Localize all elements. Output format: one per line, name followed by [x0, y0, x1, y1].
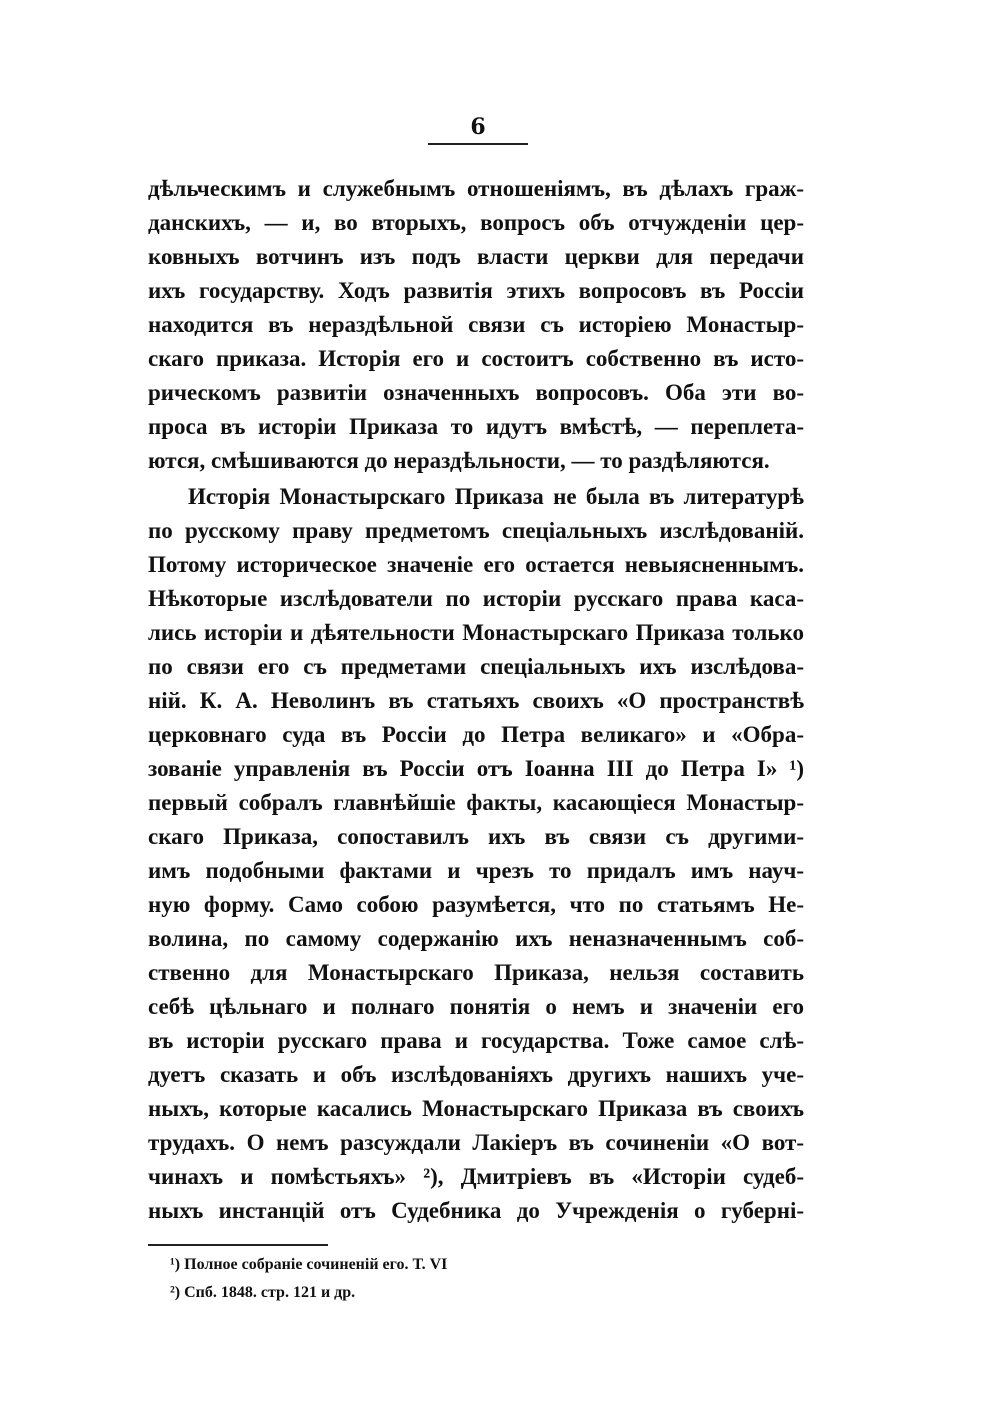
text-line: по русскому праву предметомъ спеціальныхъ изслѣдованій.	[148, 518, 804, 543]
text-line: волина, по самому содержанію ихъ неназначеннымъ соб-	[148, 926, 804, 951]
footnote-rule	[148, 1244, 328, 1246]
page-number-rule	[428, 143, 528, 145]
text-line: имъ подобными фактами и чрезъ то придалъ имъ науч-	[148, 858, 804, 883]
text-line: Исторія Монастырскаго Приказа не была въ литературѣ	[188, 484, 804, 509]
footnote-2: ²) Спб. 1848. стр. 121 и др.	[170, 1284, 356, 1301]
text-line: находится въ нераздѣльной связи съ исторіею Монастыр-	[148, 312, 804, 337]
text-line: проса въ исторіи Приказа то идутъ вмѣстѣ, — переплета-	[148, 414, 804, 439]
text-line: скаго Приказа, сопоставилъ ихъ въ связи съ другими-	[148, 824, 804, 849]
text-line: ихъ государству. Ходъ развитія этихъ вопросовъ въ Россіи	[148, 278, 804, 303]
text-line: скаго приказа. Исторія его и состоитъ собственно въ исто-	[148, 346, 804, 371]
text-line: ковныхъ вотчинъ изъ подъ власти церкви для передачи	[148, 244, 804, 269]
text-line: дуетъ сказать и объ изслѣдованіяхъ другихъ нашихъ уче-	[148, 1062, 804, 1087]
text-line: въ исторіи русскаго права и государства. Тоже самое слѣ-	[148, 1028, 804, 1053]
text-line: себѣ цѣльнаго и полнаго понятія о немъ и значеніи его	[148, 994, 804, 1019]
text-line: трудахъ. О немъ разсуждали Лакіеръ въ сочиненіи «О вот-	[148, 1130, 804, 1155]
text-line: ныхъ, которые касались Монастырскаго Приказа въ своихъ	[148, 1096, 804, 1121]
text-line: данскихъ, — и, во вторыхъ, вопросъ объ отчужденіи цер-	[148, 210, 804, 235]
text-line: ную форму. Само собою разумѣется, что по статьямъ Не-	[148, 892, 804, 917]
text-line: первый собралъ главнѣйшіе факты, касающіеся Монастыр-	[148, 790, 804, 815]
text-line: лись исторіи и дѣятельности Монастырскаго Приказа только	[148, 620, 804, 645]
text-line: зованіе управленія въ Россіи отъ Іоанна III до Петра I» ¹)	[148, 756, 804, 781]
text-line: Потому историческое значеніе его остается невыясненнымъ.	[148, 552, 804, 577]
text-line: ются, смѣшиваются до нераздѣльности, — то раздѣляются.	[148, 448, 770, 473]
text-line: дѣльческимъ и служебнымъ отношеніямъ, въ дѣлахъ граж-	[148, 176, 804, 201]
text-line: по связи его съ предметами спеціальныхъ ихъ изслѣдова-	[148, 654, 804, 679]
text-line: ныхъ инстанцій отъ Судебника до Учрежденія о губерні-	[148, 1198, 804, 1223]
text-line: церковнаго суда въ Россіи до Петра великаго» и «Обра-	[148, 722, 804, 747]
text-line: чинахъ и помѣстьяхъ» ²), Дмитріевъ въ «Исторіи судеб-	[148, 1164, 804, 1189]
footnote-1: ¹) Полное собраніе сочиненій его. Т. VI	[170, 1256, 448, 1273]
text-line: ственно для Монастырскаго Приказа, нельзя составить	[148, 960, 804, 985]
text-line: ній. К. А. Неволинъ въ статьяхъ своихъ «О пространствѣ	[148, 688, 804, 713]
text-line: Нѣкоторые изслѣдователи по исторіи русскаго права каса-	[148, 586, 804, 611]
text-line: рическомъ развитіи означенныхъ вопросовъ. Оба эти во-	[148, 380, 804, 405]
page-number: 6	[470, 114, 486, 140]
